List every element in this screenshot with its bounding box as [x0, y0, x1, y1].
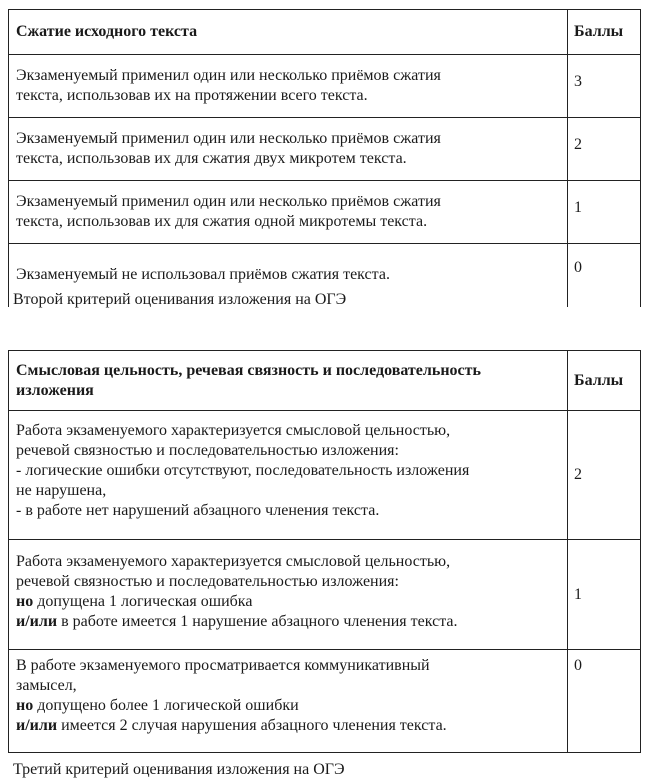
criterion-description: [9, 411, 568, 540]
criterion-description: [9, 118, 568, 181]
description-line: не нарушена,: [16, 482, 107, 499]
score-value: 0: [568, 244, 641, 307]
description-line: [16, 696, 561, 716]
score-value: 0: [568, 650, 641, 753]
description-line: Работа экзаменуемого характеризуется смысловой цельностью,: [16, 553, 451, 570]
description-line: речевой связностью и последовательностью изложения:: [16, 573, 399, 590]
description-text: допущено более 1 логической ошибки: [33, 697, 299, 714]
description-text: в работе имеется 1 нарушение абзацного членения текста.: [57, 613, 458, 630]
criteria-table-compression: [8, 9, 641, 307]
description-line: [16, 716, 561, 736]
table-row: [9, 411, 641, 540]
criterion-description: [9, 55, 568, 118]
description-line: [16, 592, 561, 612]
table-row: [9, 118, 641, 181]
description-line: [16, 612, 561, 632]
criterion-description: [9, 540, 568, 650]
column-header-score: Баллы: [568, 351, 641, 411]
score-value: 2: [568, 118, 641, 181]
criteria-table-coherence: [8, 350, 641, 753]
table-row: [9, 181, 641, 244]
description-line: текста, использовав их для сжатия одной микротемы текста.: [16, 213, 428, 230]
description-line: - в работе нет нарушений абзацного членения текста.: [16, 502, 380, 519]
description-line: замысел,: [16, 677, 77, 694]
description-text: имеется 2 случая нарушения абзацного членения текста.: [57, 717, 447, 734]
score-value: 1: [568, 181, 641, 244]
header-line: Смысловая цельность, речевая связность и последовательность: [16, 361, 481, 379]
caption-third-criterion: Третий критерий оценивания изложения на ОГЭ: [13, 761, 345, 778]
table-header-row: [9, 10, 641, 55]
caption-second-criterion: Второй критерий оценивания изложения на ОГЭ: [13, 291, 347, 308]
emphasis-conjunction: но: [16, 697, 34, 714]
column-header-criterion: [9, 351, 568, 411]
score-value: 3: [568, 55, 641, 118]
description-line: Экзаменуемый применил один или несколько приёмов сжатия: [16, 130, 441, 147]
score-value: 2: [568, 411, 641, 540]
criterion-description: [9, 650, 568, 753]
description-line: В работе экзаменуемого просматривается коммуникативный: [16, 657, 430, 674]
description-line: - логические ошибки отсутствуют, последовательность изложения: [16, 462, 470, 479]
emphasis-conjunction: и/или: [16, 717, 58, 734]
emphasis-conjunction: и/или: [16, 613, 58, 630]
score-value: 1: [568, 540, 641, 650]
description-line: речевой связностью и последовательностью изложения:: [16, 442, 399, 459]
description-line: Экзаменуемый применил один или несколько приёмов сжатия: [16, 193, 441, 210]
column-header-score: Баллы: [568, 10, 641, 55]
table-row: [9, 55, 641, 118]
description-line: Экзаменуемый не использовал приёмов сжатия текста.: [16, 266, 390, 284]
criterion-description: [9, 181, 568, 244]
column-header-criterion: Сжатие исходного текста: [9, 10, 568, 55]
description-line: текста, использовав их на протяжении всего текста.: [16, 87, 368, 104]
description-line: Работа экзаменуемого характеризуется смысловой цельностью,: [16, 422, 451, 439]
description-text: допущена 1 логическая ошибка: [33, 593, 253, 610]
table-row: [9, 650, 641, 753]
table-row: [9, 540, 641, 650]
description-line: Экзаменуемый применил один или несколько приёмов сжатия: [16, 67, 441, 84]
emphasis-conjunction: но: [16, 593, 34, 610]
description-line: текста, использовав их для сжатия двух микротем текста.: [16, 150, 407, 167]
table-header-row: [9, 351, 641, 411]
header-line: изложения: [16, 381, 94, 399]
